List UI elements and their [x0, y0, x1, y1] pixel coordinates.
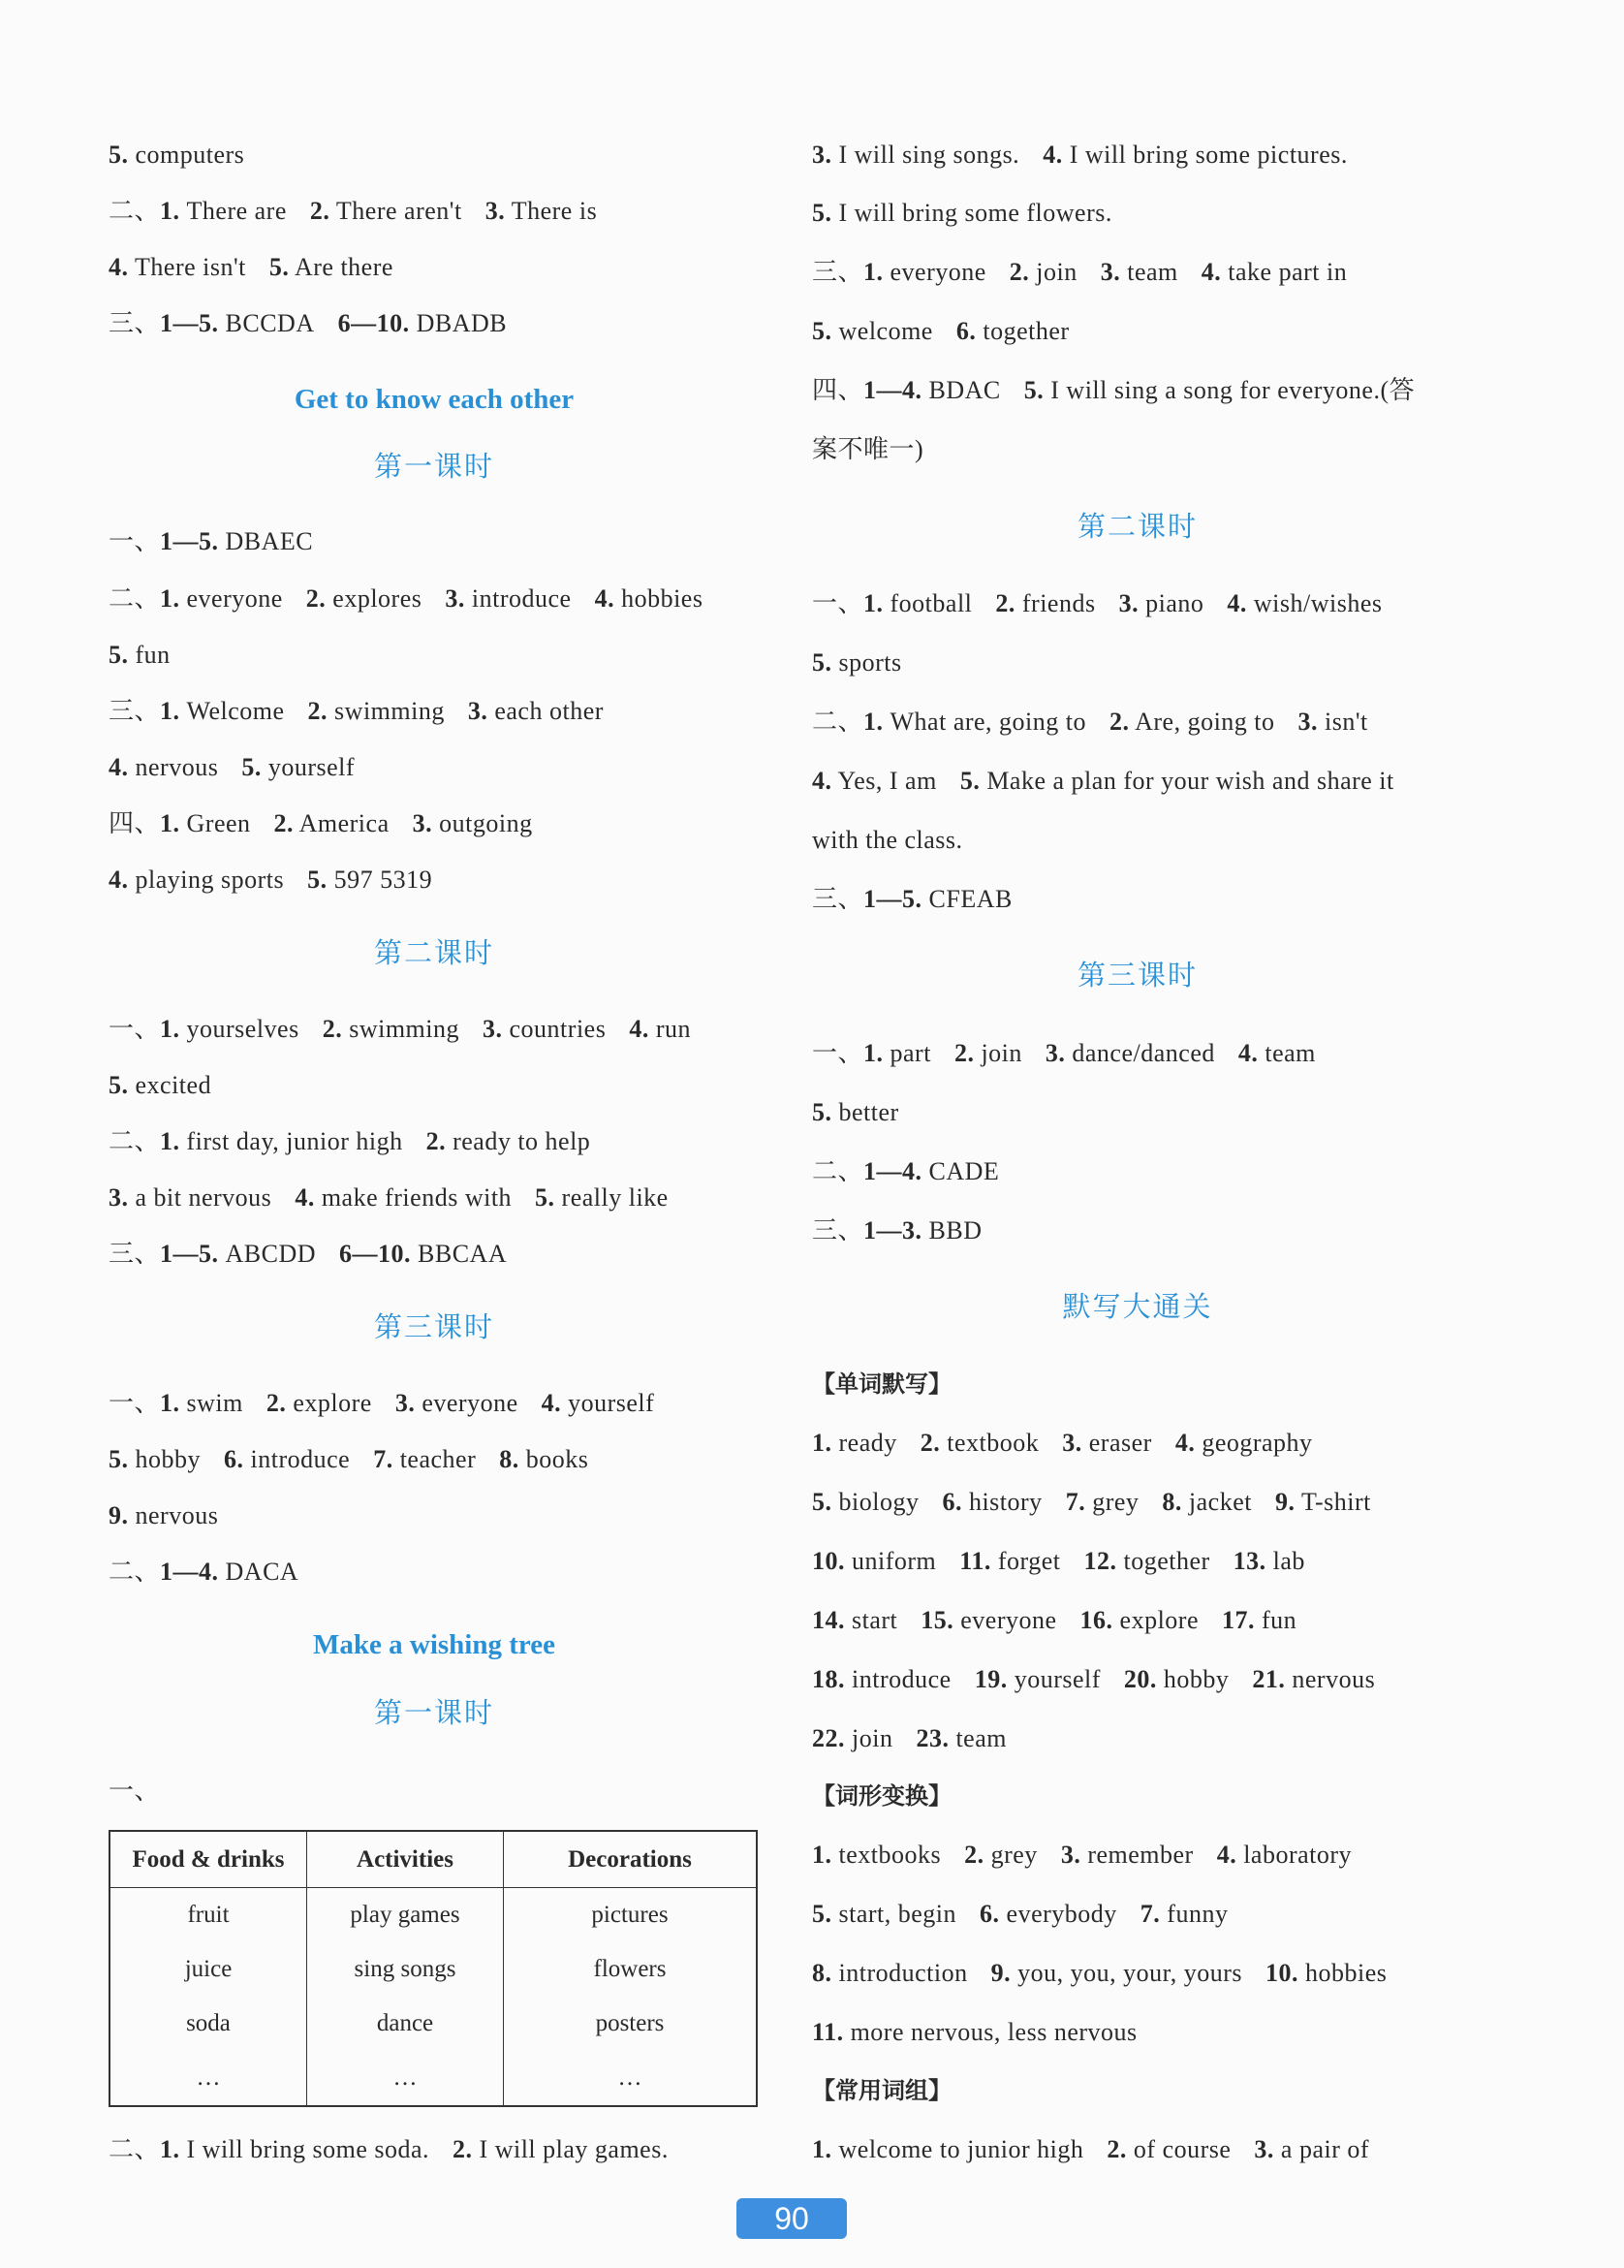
answer-line: 一、1. football 2. friends 3. piano 4. wish/wishes	[812, 589, 1383, 617]
answer-line: 14. start 15. everyone 16. explore 17. fun	[812, 1606, 1297, 1634]
lesson-heading: 第一课时	[373, 450, 494, 483]
answer-line: 案不唯一)	[812, 435, 924, 463]
answer-line: 二、1. first day, junior high 2. ready to help	[109, 1127, 591, 1155]
answer-line: 5. fun	[109, 641, 171, 669]
answer-line: 8. introduction 9. you, you, your, yours 10. hobbies	[812, 1959, 1388, 1987]
answer-line: 11. more nervous, less nervous	[812, 2018, 1138, 2046]
answer-line: 3. a bit nervous 4. make friends with 5. really like	[109, 1183, 669, 1212]
answer-table	[109, 1830, 758, 2107]
table-cell: juice	[109, 1942, 307, 1997]
answer-line: 5. excited	[109, 1071, 212, 1099]
answer-line: 22. join 23. team	[812, 1724, 1007, 1752]
table-cell: posters	[504, 1997, 758, 2051]
table-row	[109, 1997, 757, 2051]
lesson-heading: 第三课时	[373, 1310, 494, 1343]
answer-line: 1. ready 2. textbook 3. eraser 4. geography	[812, 1429, 1313, 1457]
section-label: 【词形变换】	[812, 1782, 952, 1810]
answer-line: 10. uniform 11. forget 12. together 13. lab	[812, 1547, 1305, 1575]
answer-line: 3. I will sing songs. 4. I will bring some pictures.	[812, 141, 1348, 169]
answer-line: 18. introduce 19. yourself 20. hobby 21. nervous	[812, 1665, 1376, 1693]
answer-line: 5. better	[812, 1098, 899, 1126]
answer-line: 二、1. everyone 2. explores 3. introduce 4. hobbies	[109, 584, 703, 613]
table-header: Decorations	[504, 1831, 758, 1888]
answer-line: 9. nervous	[109, 1501, 219, 1529]
table-header-row	[109, 1831, 757, 1888]
table-header: Food & drinks	[109, 1831, 307, 1888]
unit-title: Get to know each other	[294, 384, 575, 415]
unit-title: Make a wishing tree	[313, 1629, 555, 1660]
lesson-heading: 第二课时	[1077, 510, 1198, 543]
answer-line: 四、1. Green 2. America 3. outgoing	[109, 809, 533, 837]
lesson-heading: 第一课时	[373, 1696, 494, 1729]
table-row	[109, 1888, 757, 1943]
answer-line: 二、1. I will bring some soda. 2. I will play games.	[109, 2135, 669, 2163]
answer-line: 5. hobby 6. introduce 7. teacher 8. books	[109, 1445, 589, 1473]
answer-line: 5. computers	[109, 141, 245, 169]
table-cell: …	[307, 2051, 504, 2106]
section-label: 【单词默写】	[812, 1370, 952, 1398]
answer-line: 三、1—5. ABCDD 6—10. BBCAA	[109, 1240, 508, 1268]
table-cell: play games	[307, 1888, 504, 1943]
answer-line: 5. start, begin 6. everybody 7. funny	[812, 1900, 1229, 1928]
answer-line: 一、1—5. DBAEC	[109, 527, 314, 555]
answer-line: 三、1. everyone 2. join 3. team 4. take part in	[812, 258, 1348, 286]
table-header: Activities	[307, 1831, 504, 1888]
lesson-heading: 第三课时	[1077, 959, 1198, 992]
table-cell: flowers	[504, 1942, 758, 1997]
table-cell: …	[504, 2051, 758, 2106]
answer-line: 一、1. swim 2. explore 3. everyone 4. yourself	[109, 1389, 655, 1417]
table-cell: …	[109, 2051, 307, 2106]
lesson-heading: 第二课时	[373, 936, 494, 969]
answer-line: 一、	[109, 1777, 161, 1805]
answer-line: 4. nervous 5. yourself	[109, 753, 356, 781]
answer-line: 四、1—4. BDAC 5. I will sing a song for everyone.(答	[812, 376, 1416, 404]
dictation-title: 默写大通关	[1062, 1290, 1213, 1323]
answer-line: 三、1—5. CFEAB	[812, 885, 1013, 913]
table-cell: pictures	[504, 1888, 758, 1943]
answer-line: 5. sports	[812, 648, 902, 677]
answer-line: 三、1—5. BCCDA 6—10. DBADB	[109, 309, 508, 337]
section-label: 【常用词组】	[812, 2077, 952, 2104]
answer-line: 4. Yes, I am 5. Make a plan for your wish and share it	[812, 767, 1394, 795]
answer-line: 1. welcome to junior high 2. of course 3. a pair of	[812, 2135, 1370, 2163]
table-cell: sing songs	[307, 1942, 504, 1997]
answer-line: 一、1. part 2. join 3. dance/danced 4. team	[812, 1039, 1316, 1067]
answer-line: 1. textbooks 2. grey 3. remember 4. laboratory	[812, 1841, 1353, 1869]
answer-line: with the class.	[812, 826, 963, 854]
answer-line: 二、1. There are 2. There aren't 3. There is	[109, 197, 598, 225]
answer-line: 5. biology 6. history 7. grey 8. jacket 9. T-shirt	[812, 1488, 1371, 1516]
table-cell: soda	[109, 1997, 307, 2051]
answer-line: 4. playing sports 5. 597 5319	[109, 866, 433, 894]
answer-line: 5. I will bring some flowers.	[812, 199, 1112, 227]
table-row	[109, 2051, 757, 2106]
answer-line: 5. welcome 6. together	[812, 317, 1070, 345]
answer-line: 二、1—4. DACA	[109, 1558, 299, 1586]
table-cell: fruit	[109, 1888, 307, 1943]
answer-line: 4. There isn't 5. Are there	[109, 253, 393, 281]
answer-line: 三、1—3. BBD	[812, 1216, 983, 1244]
answer-line: 二、1—4. CADE	[812, 1157, 1000, 1185]
answer-line: 二、1. What are, going to 2. Are, going to 3. isn't	[812, 708, 1368, 736]
answer-line: 一、1. yourselves 2. swimming 3. countries 4. run	[109, 1015, 691, 1043]
table-row	[109, 1942, 757, 1997]
answer-line: 三、1. Welcome 2. swimming 3. each other	[109, 697, 604, 725]
table-cell: dance	[307, 1997, 504, 2051]
page-number: 90	[736, 2198, 847, 2239]
